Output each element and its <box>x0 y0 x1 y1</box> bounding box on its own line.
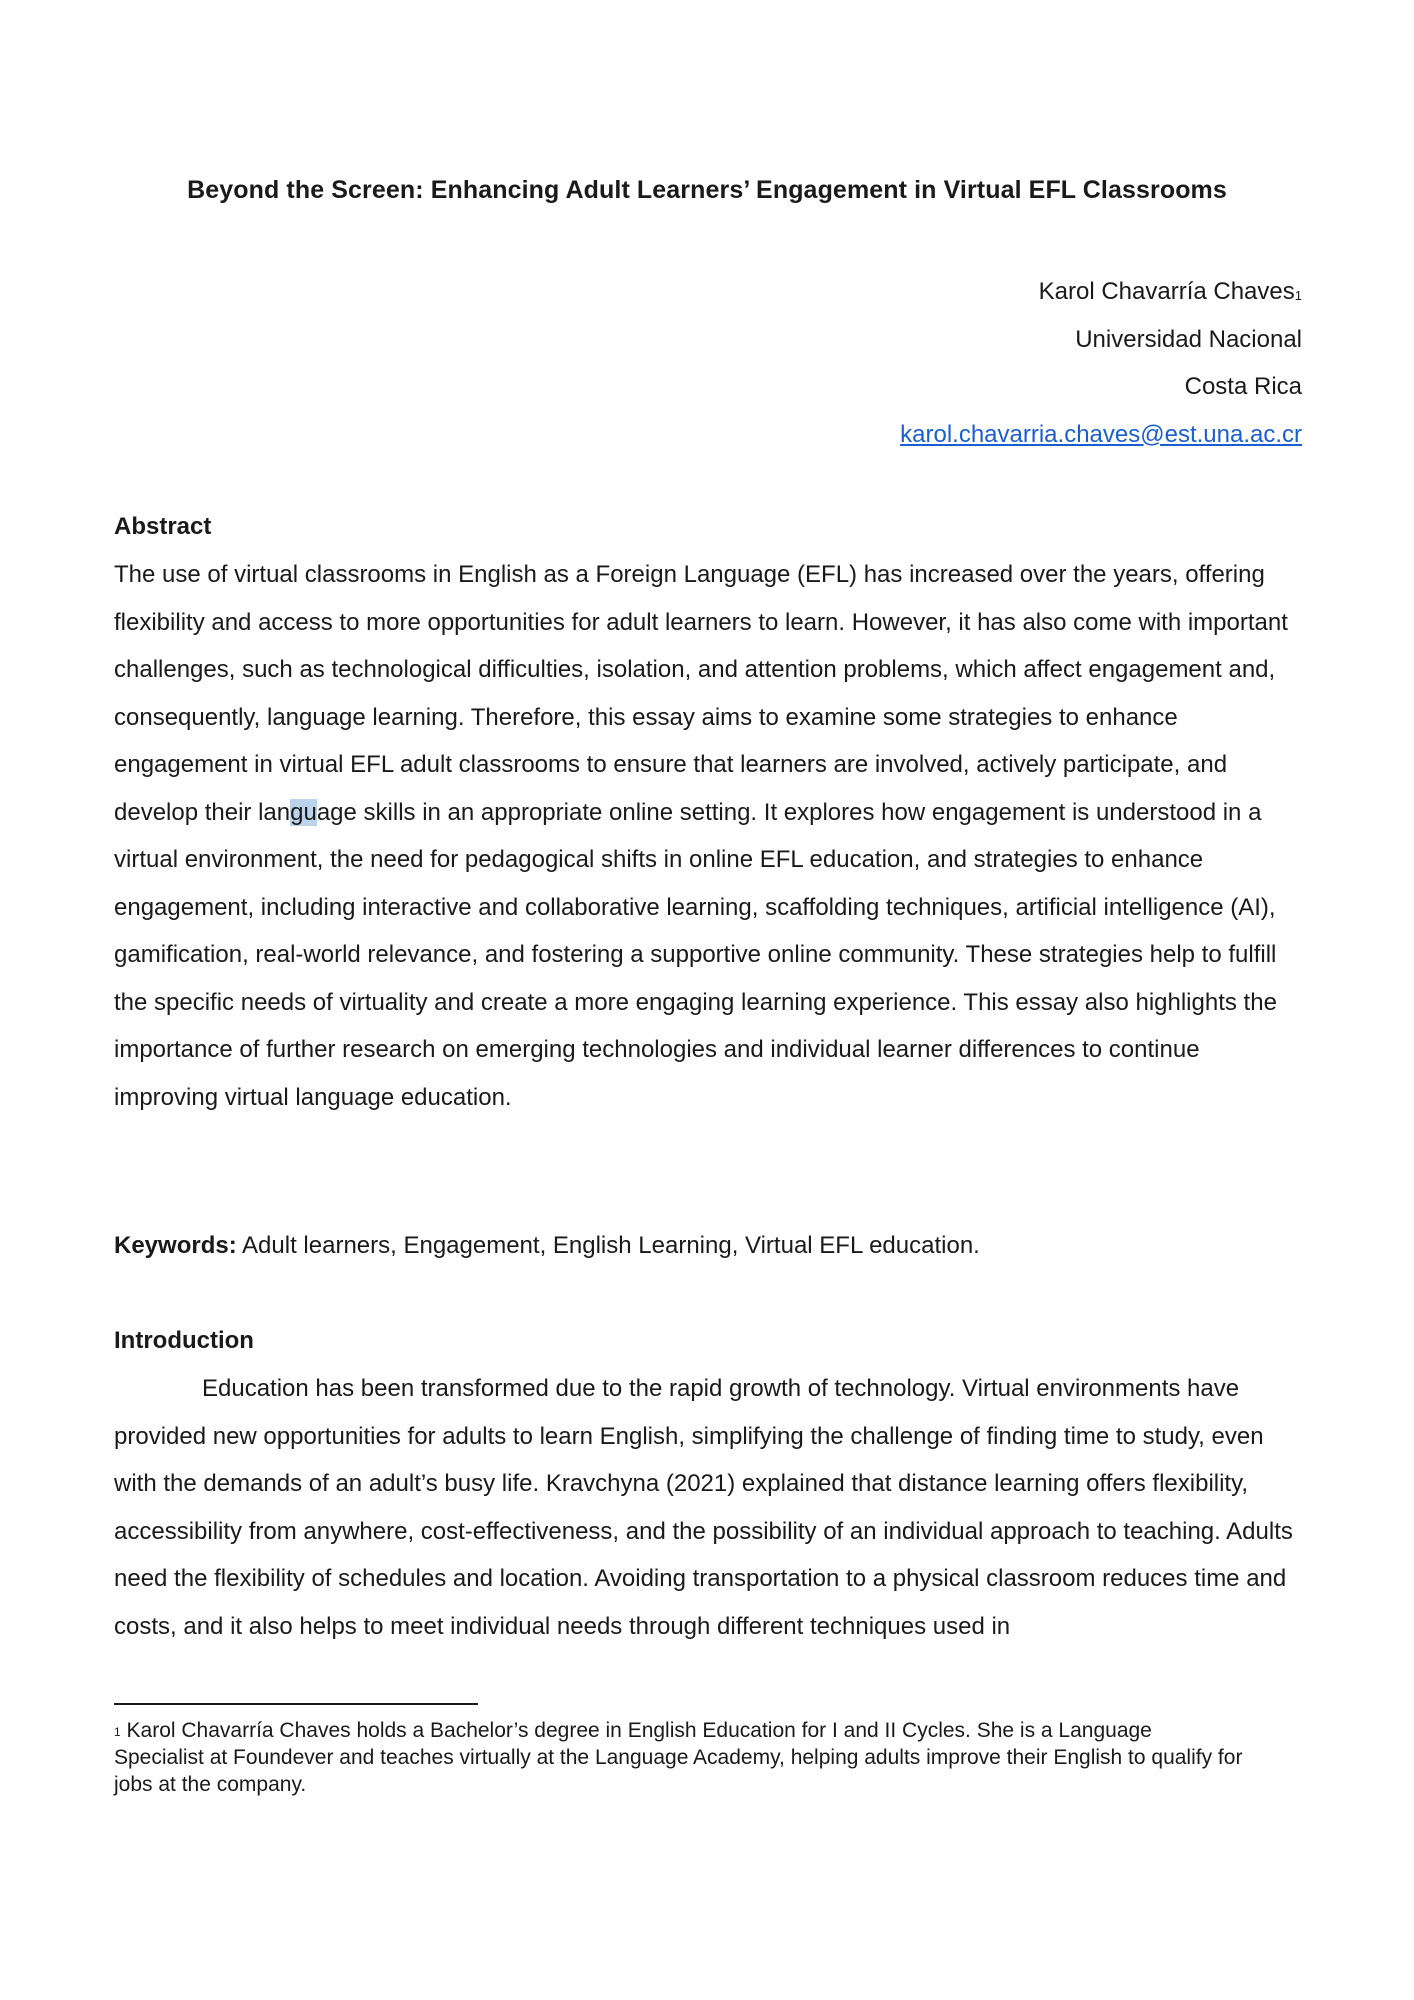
keywords-text: Adult learners, Engagement, English Learning, Virtual EFL education. <box>236 1232 980 1259</box>
author-country: Costa Rica <box>1184 373 1302 400</box>
footnote-mark: 1 <box>114 1725 121 1739</box>
author-affiliation: Universidad Nacional <box>1075 325 1302 353</box>
keywords-line <box>114 1222 1304 1270</box>
author-name-line <box>900 268 1302 316</box>
paper-title: Beyond the Screen: Enhancing Adult Learners’ Engagement in Virtual EFL Classrooms <box>187 176 1227 204</box>
abstract-heading: Abstract <box>114 513 212 540</box>
abstract-text-part-1: The use of virtual classrooms in English as a Foreign Language (EFL) has increased over the years, offering flexibility and access to more opportunities for adult learners to learn. However, it has also come with important challenges, such as technological difficulties, isolation, and attention problems, which affect engagement and, consequently, language learning. Therefore, this essay aims to examine some strategies to enhance engagement in virtual EFL adult classrooms to ensure that learners are involved, actively participate, and develop their lan <box>114 561 1288 826</box>
introduction-heading: Introduction <box>114 1327 254 1354</box>
footnote <box>114 1717 1244 1798</box>
author-block <box>900 268 1302 458</box>
text-selection-highlight[interactable]: gu <box>290 798 317 826</box>
keywords-label: Keywords: <box>114 1232 237 1259</box>
abstract-text-part-2: age skills in an appropriate online setting. It explores how engagement is understood in a virtual environment, the need for pedagogical shifts in online EFL education, and strategies to enhance engagement, including interactive and collaborative learning, scaffolding techniques, artificial intelligence (AI), gamification, real-world relevance, and fostering a supportive online community. These strategies help to fulfill the specific needs of virtuality and create a more engaging learning experience. This essay also highlights the importance of further research on emerging technologies and individual learner differences to continue improving virtual language education. <box>114 798 1277 1111</box>
author-email-link[interactable]: karol.chavarria.chaves@est.una.ac.cr <box>900 420 1302 448</box>
author-footnote-mark[interactable]: 1 <box>1294 288 1302 303</box>
introduction-paragraph: Education has been transformed due to the rapid growth of technology. Virtual environments have provided new opportunities for adults to learn English, simplifying the challenge of finding time to study, even with the demands of an adult’s busy life. Kravchyna (2021) explained that distance learning offers flexibility, accessibility from anywhere, cost-effectiveness, and the possibility of an individual approach to teaching. Adults need the flexibility of schedules and location. Avoiding transportation to a physical classroom reduces time and costs, and it also helps to meet individual needs through different techniques used in <box>114 1375 1293 1640</box>
footnote-text: Karol Chavarría Chaves holds a Bachelor’s degree in English Education for I and II Cycles. She is a Language Specialist at Foundever and teaches virtually at the Language Academy, helping adults improve their English to qualify for jobs at the company. <box>114 1719 1243 1796</box>
abstract-text <box>114 551 1304 1121</box>
introduction-text <box>114 1365 1304 1650</box>
footnote-divider <box>114 1703 478 1705</box>
author-name: Karol Chavarría Chaves <box>1038 278 1295 305</box>
